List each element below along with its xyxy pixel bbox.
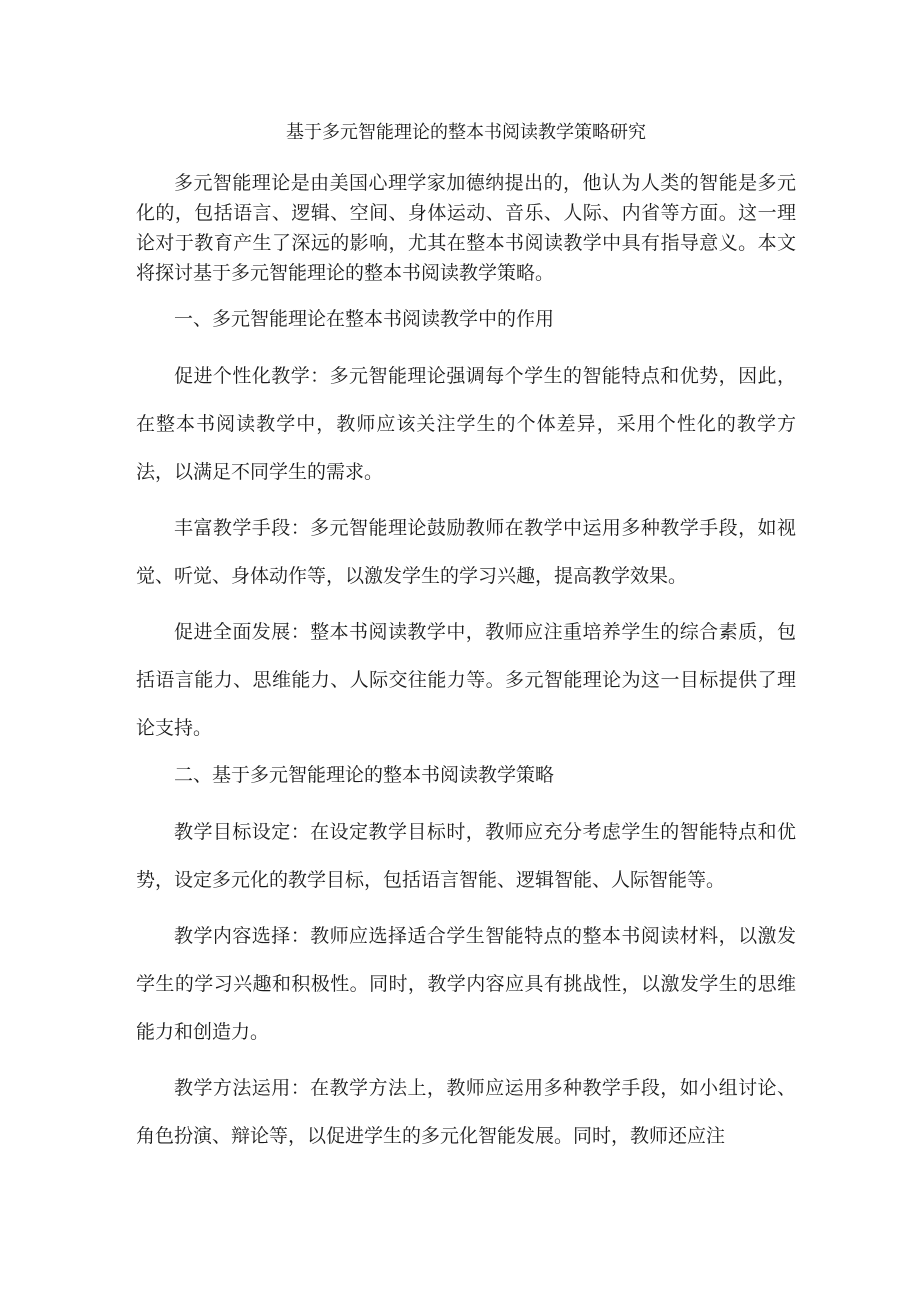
section-1-paragraph-2: 丰富教学手段：多元智能理论鼓励教师在教学中运用多种教学手段，如视觉、听觉、身体动作等，以激发学生的学习兴趣，提高教学效果。 (136, 517, 796, 587)
section-2-heading: 二、基于多元智能理论的整本书阅读教学策略 (174, 764, 555, 786)
section-1-heading: 一、多元智能理论在整本书阅读教学中的作用 (174, 308, 555, 330)
section-2-paragraph-1: 教学目标设定：在设定教学目标时，教师应充分考虑学生的智能特点和优势，设定多元化的教学目标，包括语言智能、逻辑智能、人际智能等。 (136, 821, 796, 891)
section-1-paragraph-3: 促进全面发展：整本书阅读教学中，教师应注重培养学生的综合素质，包括语言能力、思维能力、人际交往能力等。多元智能理论为这一目标提供了理论支持。 (136, 621, 796, 739)
section-1-paragraph-1: 促进个性化教学：多元智能理论强调每个学生的智能特点和优势，因此，在整本书阅读教学中，教师应该关注学生的个体差异，采用个性化的教学方法，以满足不同学生的需求。 (136, 365, 796, 483)
document-title: 基于多元智能理论的整本书阅读教学策略研究 (286, 122, 646, 143)
section-2-paragraph-2: 教学内容选择：教师应选择适合学生智能特点的整本书阅读材料，以激发学生的学习兴趣和积极性。同时，教学内容应具有挑战性，以激发学生的思维能力和创造力。 (136, 925, 796, 1043)
section-2-paragraph-3: 教学方法运用：在教学方法上，教师应运用多种教学手段，如小组讨论、角色扮演、辩论等，以促进学生的多元化智能发展。同时，教师还应注 (136, 1077, 796, 1147)
document-page (136, 118, 796, 1168)
intro-paragraph: 多元智能理论是由美国心理学家加德纳提出的，他认为人类的智能是多元化的，包括语言、逻辑、空间、身体运动、音乐、人际、内省等方面。这一理论对于教育产生了深远的影响，尤其在整本书阅读教学中具有指导意义。本文将探讨基于多元智能理论的整本书阅读教学策略。 (136, 172, 796, 284)
